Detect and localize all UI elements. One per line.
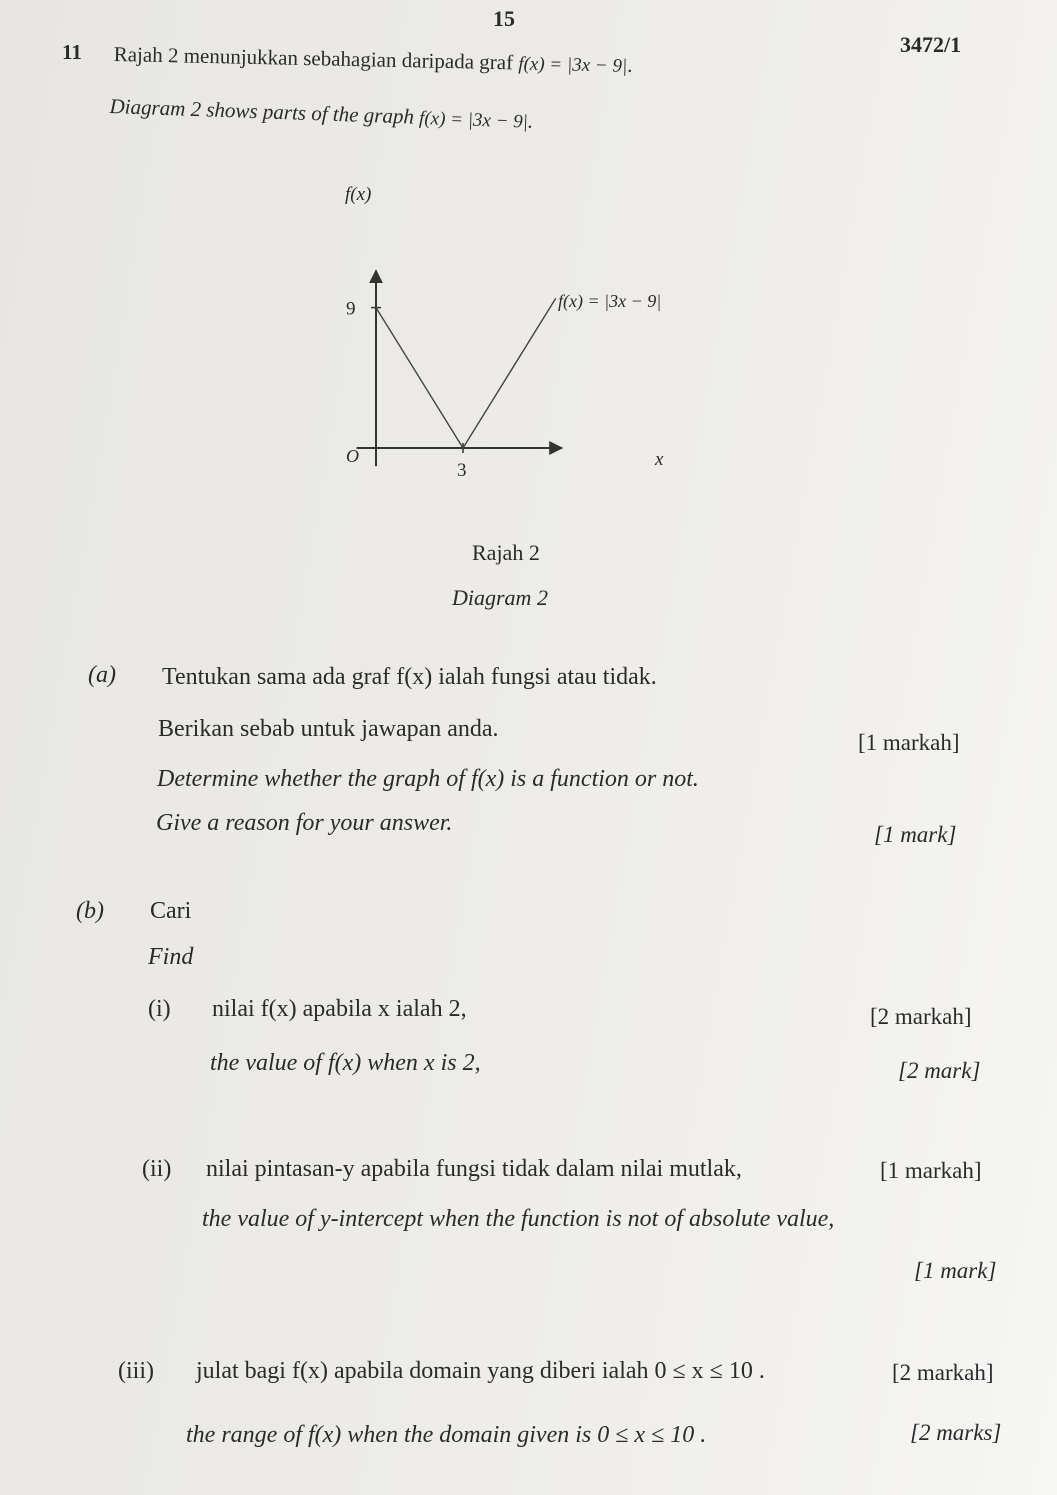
intro-malay-function: f(x) = |3x − 9| — [518, 53, 628, 77]
item-iii-number: (iii) — [118, 1358, 154, 1384]
y-axis-label: f(x) — [345, 184, 372, 205]
y-tick-label: 9 — [346, 298, 356, 320]
part-a-english-marks: [1 mark] — [874, 822, 957, 847]
item-iii-english-marks: [2 marks] — [910, 1420, 1002, 1445]
intro-malay-text: Rajah 2 menunjukkan sebahagian daripada graf — [113, 42, 514, 75]
intro-english: Diagram 2 shows parts of the graph f(x) = |3x − 9|. — [109, 94, 534, 133]
caption-malay: Rajah 2 — [472, 540, 540, 565]
paper-code: 3472/1 — [900, 32, 962, 57]
part-b-label: (b) — [76, 898, 104, 924]
x-tick-label: 3 — [457, 460, 467, 481]
curve-line — [376, 298, 556, 448]
part-b-english: Find — [148, 944, 194, 970]
item-ii-malay-marks: [1 markah] — [880, 1158, 982, 1183]
part-a-english-line2: Give a reason for your answer. — [156, 810, 453, 836]
item-i-malay: nilai f(x) apabila x ialah 2, — [212, 996, 467, 1022]
part-a-label: (a) — [88, 662, 116, 688]
intro-english-function: f(x) = |3x − 9| — [418, 107, 529, 133]
item-i-malay-marks: [2 markah] — [870, 1004, 972, 1029]
origin-label: O — [346, 446, 359, 466]
item-i-number: (i) — [148, 996, 171, 1022]
part-a-malay-marks: [1 markah] — [858, 730, 960, 755]
part-a-english-line1: Determine whether the graph of f(x) is a function or not. — [157, 766, 699, 792]
item-i-english-marks: [2 mark] — [898, 1058, 981, 1083]
part-a-malay-line1: Tentukan sama ada graf f(x) ialah fungsi atau tidak. — [162, 664, 657, 690]
function-graph — [300, 170, 720, 500]
x-axis-label: x — [655, 449, 664, 470]
part-b-malay: Cari — [150, 898, 192, 924]
item-ii-english-marks: [1 mark] — [914, 1258, 997, 1283]
item-ii-number: (ii) — [142, 1156, 172, 1182]
item-iii-english: the range of f(x) when the domain given is 0 ≤ x ≤ 10 . — [186, 1422, 707, 1448]
item-i-english: the value of f(x) when x is 2, — [210, 1050, 481, 1076]
question-number: 11 — [62, 40, 82, 64]
part-a-malay-line2: Berikan sebab untuk jawapan anda. — [158, 716, 499, 742]
caption-english: Diagram 2 — [452, 585, 548, 610]
item-iii-malay: julat bagi f(x) apabila domain yang diberi ialah 0 ≤ x ≤ 10 . — [196, 1358, 765, 1384]
curve-label: f(x) = |3x − 9| — [558, 291, 662, 311]
intro-english-text: Diagram 2 shows parts of the graph — [109, 94, 415, 129]
item-iii-malay-marks: [2 markah] — [892, 1360, 994, 1385]
intro-malay: Rajah 2 menunjukkan sebahagian daripada graf f(x) = |3x − 9|. — [113, 42, 633, 77]
item-ii-malay: nilai pintasan-y apabila fungsi tidak dalam nilai mutlak, — [206, 1156, 742, 1182]
item-ii-english: the value of y-intercept when the function is not of absolute value, — [202, 1206, 835, 1232]
page-number: 15 — [493, 6, 515, 31]
